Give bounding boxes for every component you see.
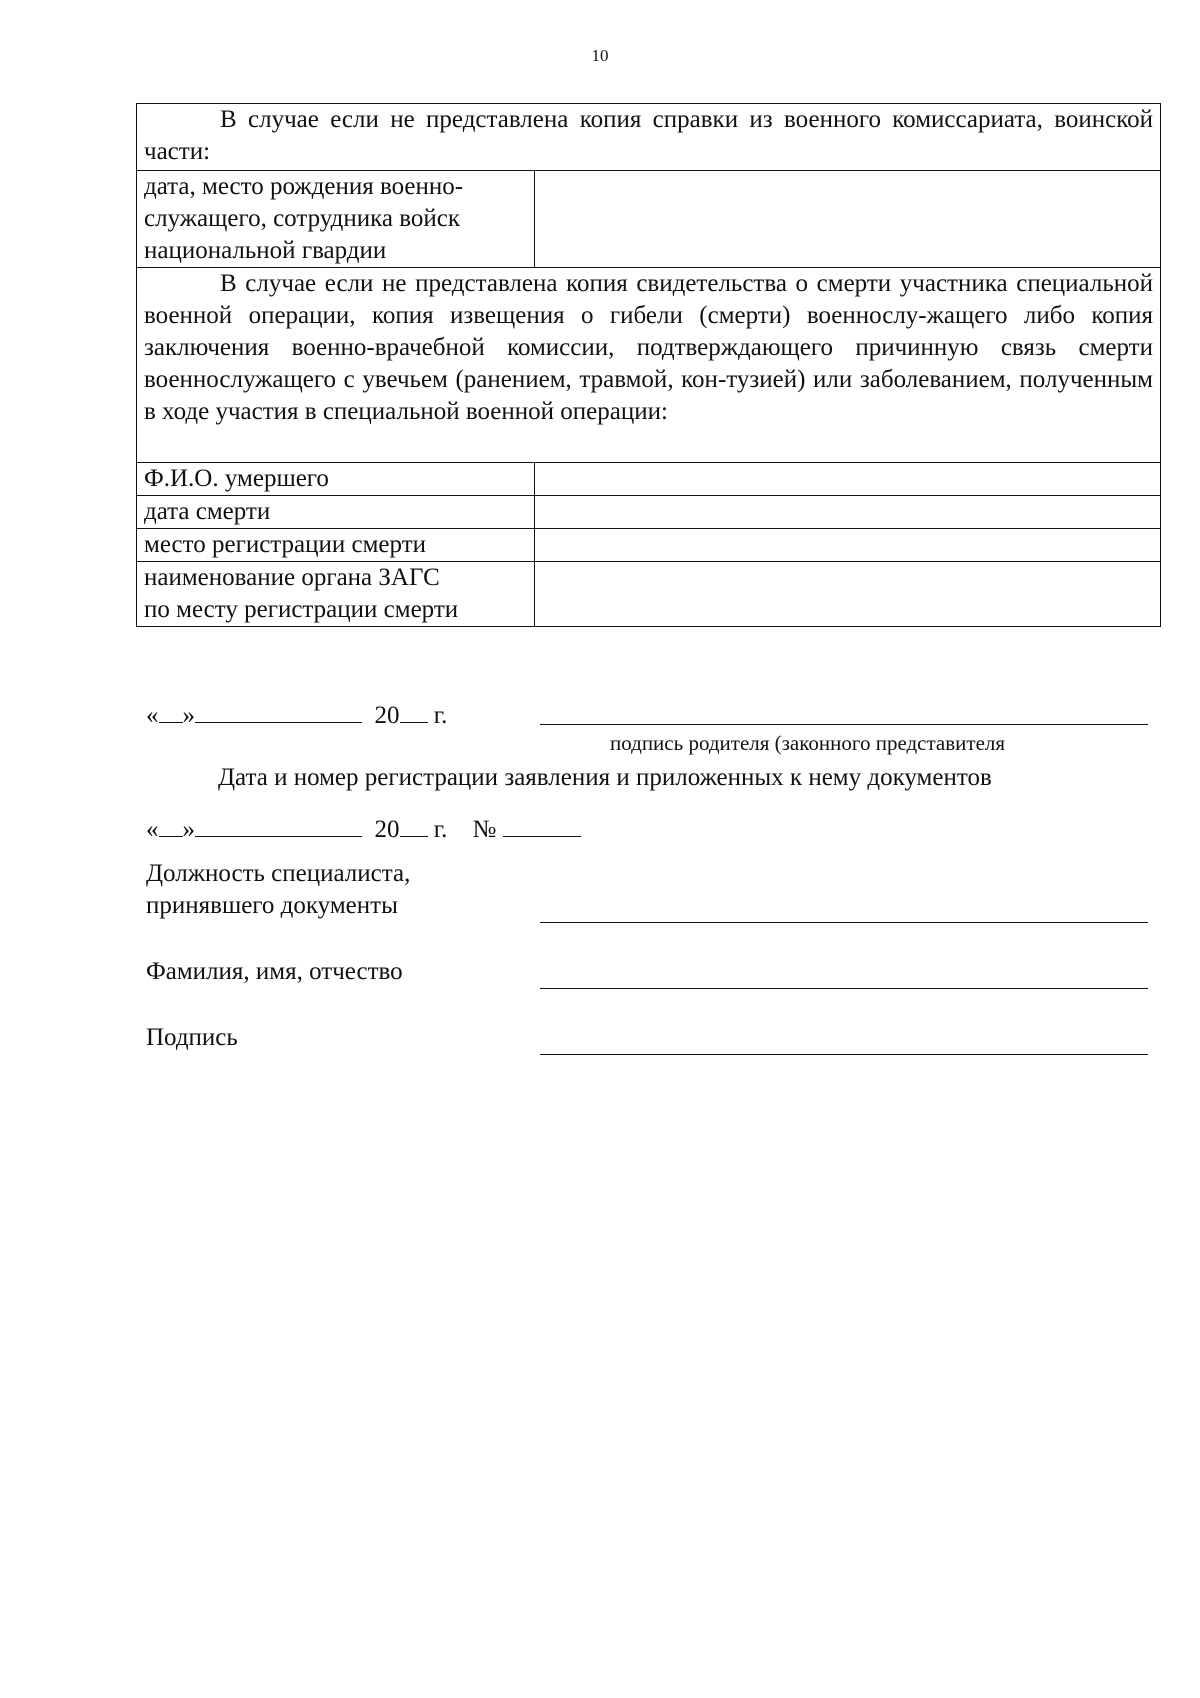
zags-value-cell[interactable]	[535, 562, 1161, 627]
deceased-name-value[interactable]	[535, 463, 1161, 496]
birth-label-line-2: служащего, сотрудника войск	[144, 205, 461, 232]
death-date-label: дата смерти	[137, 496, 535, 529]
day-blank[interactable]	[159, 812, 183, 837]
zags-label-line-1: наименование органа ЗАГС	[144, 564, 440, 591]
death-registration-place-value[interactable]	[535, 529, 1161, 562]
specialist-signature-line[interactable]	[540, 1054, 1148, 1055]
specialist-position-label-2: принявшего документы	[146, 892, 398, 919]
birth-label-line-3: национальной гвардии	[144, 237, 387, 264]
death-date-value[interactable]	[535, 496, 1161, 529]
day-blank[interactable]	[159, 698, 183, 723]
section-death-heading: В случае если не представлена копия свидетельства о смерти участника специальной военной операции, копия извещения о гибели (смерти) военнослу-жащего либо копия заключения военно-врачебной комиссии, подтверждающего причинную связь смерти военнослужащего с увечьем (ранением, травмой, кон-тузией) или заболеванием, полученным в ходе участия в специальной военной операции:	[137, 268, 1161, 463]
registration-heading: Дата и номер регистрации заявления и приложенных к нему документов	[218, 764, 992, 791]
zags-label-cell	[137, 562, 535, 627]
birth-value-cell[interactable]	[535, 171, 1161, 268]
birth-label-cell	[137, 171, 535, 268]
year-blank[interactable]	[400, 812, 428, 837]
zags-label-line-2: по месту регистрации смерти	[144, 596, 459, 623]
info-table	[136, 103, 1161, 627]
parent-signature-line[interactable]	[540, 724, 1148, 725]
year-blank[interactable]	[400, 698, 428, 723]
page-number: 10	[591, 46, 609, 65]
registration-number-blank[interactable]	[503, 812, 581, 837]
deceased-name-label: Ф.И.О. умершего	[137, 463, 535, 496]
open-quote: «	[146, 816, 159, 843]
close-quote: »	[182, 702, 195, 729]
year-prefix: 20	[374, 816, 400, 843]
month-blank[interactable]	[195, 698, 362, 723]
number-sign: №	[472, 816, 497, 843]
section-military-heading: В случае если не представлена копия справки из военного комиссариата, воинской части:	[137, 104, 1161, 171]
specialist-name-label: Фамилия, имя, отчество	[146, 958, 403, 985]
parent-date-line	[146, 698, 447, 732]
death-registration-place-label: место регистрации смерти	[137, 529, 535, 562]
specialist-position-label-1: Должность специалиста,	[146, 860, 411, 887]
birth-label-line-1: дата, место рождения военно-	[144, 173, 464, 200]
year-suffix: г.	[433, 816, 448, 843]
year-suffix: г.	[433, 702, 448, 729]
close-quote: »	[182, 816, 195, 843]
year-prefix: 20	[374, 702, 400, 729]
open-quote: «	[146, 702, 159, 729]
specialist-signature-label: Подпись	[146, 1024, 238, 1051]
specialist-position-line[interactable]	[540, 922, 1148, 923]
registration-date-line	[146, 812, 581, 846]
specialist-name-line[interactable]	[540, 988, 1148, 989]
month-blank[interactable]	[195, 812, 362, 837]
parent-signature-caption: подпись родителя (законного представителя	[610, 731, 1006, 755]
